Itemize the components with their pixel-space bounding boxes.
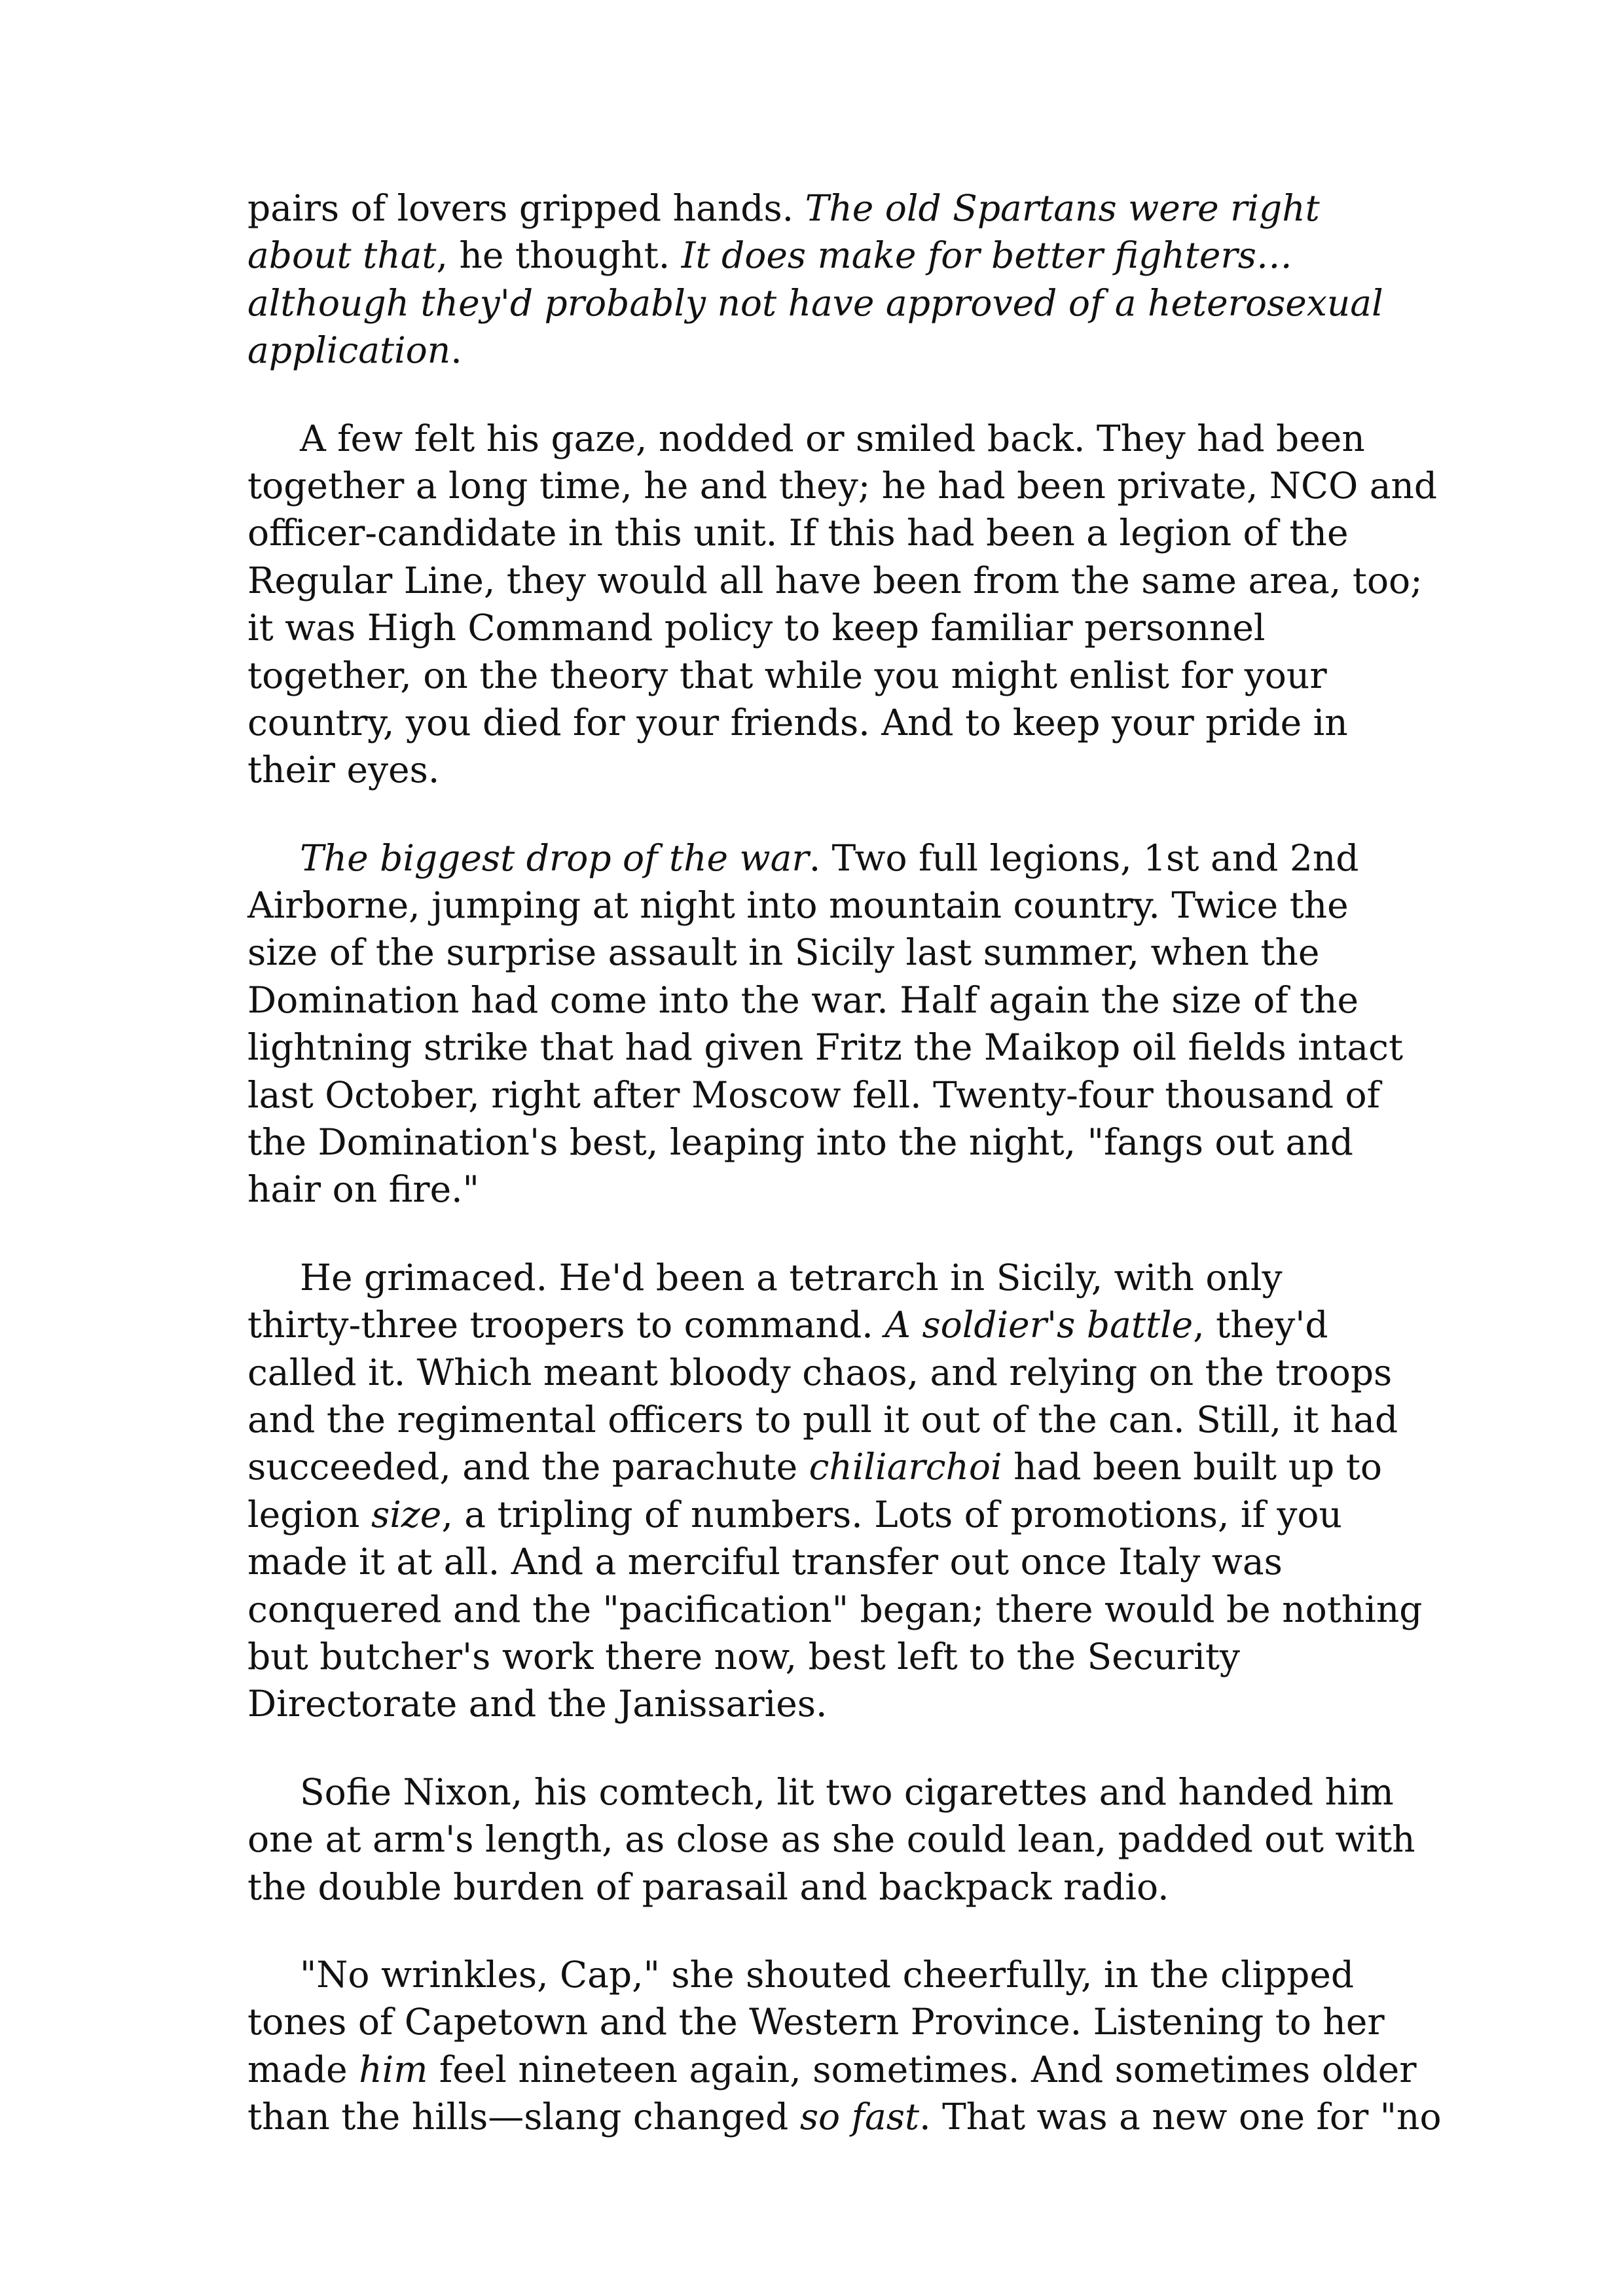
text-run: together a long time, he and they; he had been private, NCO and	[247, 464, 1438, 507]
text-run: hair on fire."	[247, 1168, 479, 1211]
text-line	[247, 1119, 1400, 1166]
text-line	[247, 1166, 1400, 1213]
text-run: Domination had come into the war. Half again the size of the	[247, 978, 1359, 1021]
text-line	[247, 929, 1400, 976]
text-line	[247, 462, 1438, 509]
text-line	[247, 1863, 1400, 1910]
text-run: pairs of lovers gripped hands.	[247, 187, 805, 229]
text-run: .	[450, 329, 462, 372]
text-line	[247, 1071, 1400, 1119]
italic-text: application	[247, 329, 451, 372]
text-run: "No wrinkles, Cap," she shouted cheerfully, in the clipped	[300, 1953, 1355, 1996]
text-run: together, on the theory that while you might enlist for your	[247, 654, 1327, 696]
text-run: He grimaced. He'd been a tetrarch in Sicily, with only	[300, 1256, 1283, 1299]
paragraph	[247, 185, 1400, 374]
italic-text: A soldier's battle	[884, 1304, 1194, 1346]
text-run: . That was a new one for "no	[919, 2096, 1442, 2138]
text-line	[247, 415, 1400, 462]
paragraph	[247, 1254, 1423, 1728]
text-run: legion	[247, 1493, 371, 1535]
text-run: than the hills—slang changed	[247, 2096, 800, 2138]
text-line	[247, 977, 1400, 1024]
text-line	[247, 652, 1400, 699]
text-line	[247, 1396, 1400, 1443]
text-run: , they'd	[1193, 1304, 1328, 1346]
text-run: but butcher's work there now, best left to the Security	[247, 1635, 1240, 1677]
text-run: one at arm's length, as close as she could lean, padded out with	[247, 1818, 1415, 1861]
text-run: the Domination's best, leaping into the night, "fangs out and	[247, 1121, 1353, 1164]
text-run: lightning strike that had given Fritz the Maikop oil fields intact	[247, 1026, 1404, 1069]
text-line	[247, 1301, 1400, 1348]
text-line	[247, 1254, 1400, 1301]
text-line	[247, 699, 1400, 746]
text-line	[247, 604, 1400, 651]
text-run: , a tripling of numbers. Lots of promotions, if you	[441, 1493, 1342, 1535]
text-line	[247, 1633, 1400, 1680]
text-run: Directorate and the Janissaries.	[247, 1683, 828, 1725]
text-run: Regular Line, they would all have been from the same area, too;	[247, 559, 1423, 601]
italic-text: so fast	[799, 2096, 920, 2138]
italic-text: although they'd probably not have approved of a heterosexual	[247, 281, 1383, 324]
text-run: succeeded, and the parachute	[247, 1446, 809, 1488]
text-run: officer-candidate in this unit. If this had been a legion of the	[247, 512, 1349, 554]
text-line	[247, 327, 1400, 374]
text-line	[247, 1538, 1400, 1585]
text-line	[247, 557, 1423, 604]
body-text	[247, 185, 1442, 2181]
text-line	[247, 1443, 1400, 1490]
text-run: last October, right after Moscow fell. Twenty-four thousand of	[247, 1073, 1380, 1116]
text-run: feel nineteen again, sometimes. And sometimes older	[428, 2048, 1417, 2090]
text-run: made it at all. And a merciful transfer out once Italy was	[247, 1541, 1283, 1583]
italic-text: The biggest drop of the war	[300, 836, 809, 879]
italic-text: size	[371, 1493, 442, 1535]
text-run: had been built up to	[1002, 1446, 1382, 1488]
text-run: and the regimental officers to pull it out of the can. Still, it had	[247, 1398, 1398, 1441]
text-run: thirty-three troopers to command.	[247, 1304, 885, 1346]
text-line	[247, 1951, 1400, 1998]
text-line	[247, 185, 1400, 232]
paragraph	[247, 834, 1404, 1213]
text-run: it was High Command policy to keep familiar personnel	[247, 607, 1266, 649]
text-line	[247, 1586, 1423, 1633]
text-run: made	[247, 2048, 359, 2090]
text-line	[247, 834, 1400, 882]
text-line	[247, 509, 1400, 556]
text-line	[247, 1816, 1415, 1863]
text-line	[247, 279, 1400, 327]
paragraph	[247, 1951, 1442, 2141]
italic-text: The old Spartans were right	[805, 187, 1320, 229]
text-line	[247, 1349, 1400, 1396]
text-run: A few felt his gaze, nodded or smiled back. They had been	[300, 417, 1365, 459]
text-line	[247, 1024, 1404, 1071]
text-line	[247, 1768, 1400, 1816]
text-run: , he thought.	[436, 234, 682, 277]
italic-text: him	[359, 2048, 428, 2090]
italic-text: chiliarchoi	[809, 1446, 1002, 1488]
text-run: conquered and the "pacification" began; there would be nothing	[247, 1588, 1423, 1630]
text-line	[247, 746, 1400, 793]
paragraph	[247, 415, 1438, 794]
text-run: the double burden of parasail and backpack radio.	[247, 1865, 1169, 1908]
text-line	[247, 882, 1400, 929]
italic-text: It does make for better fighters…	[681, 234, 1292, 277]
paragraph	[247, 1768, 1415, 1910]
text-line	[247, 1680, 1400, 1727]
text-run: called it. Which meant bloody chaos, and relying on the troops	[247, 1351, 1393, 1393]
text-run: their eyes.	[247, 749, 440, 791]
text-line	[247, 232, 1400, 279]
text-run: Sofie Nixon, his comtech, lit two cigarettes and handed him	[300, 1770, 1394, 1813]
text-run: tones of Capetown and the Western Province. Listening to her	[247, 2001, 1385, 2043]
text-run: Airborne, jumping at night into mountain country. Twice the	[247, 884, 1349, 927]
text-line	[247, 2093, 1442, 2140]
italic-text: about that	[247, 234, 437, 277]
text-run: size of the surprise assault in Sicily last summer, when the	[247, 931, 1320, 974]
text-line	[247, 1998, 1400, 2045]
text-run: country, you died for your friends. And to keep your pride in	[247, 701, 1348, 744]
text-run: . Two full legions, 1st and 2nd	[809, 836, 1359, 879]
text-line	[247, 2046, 1417, 2093]
text-line	[247, 1491, 1400, 1538]
